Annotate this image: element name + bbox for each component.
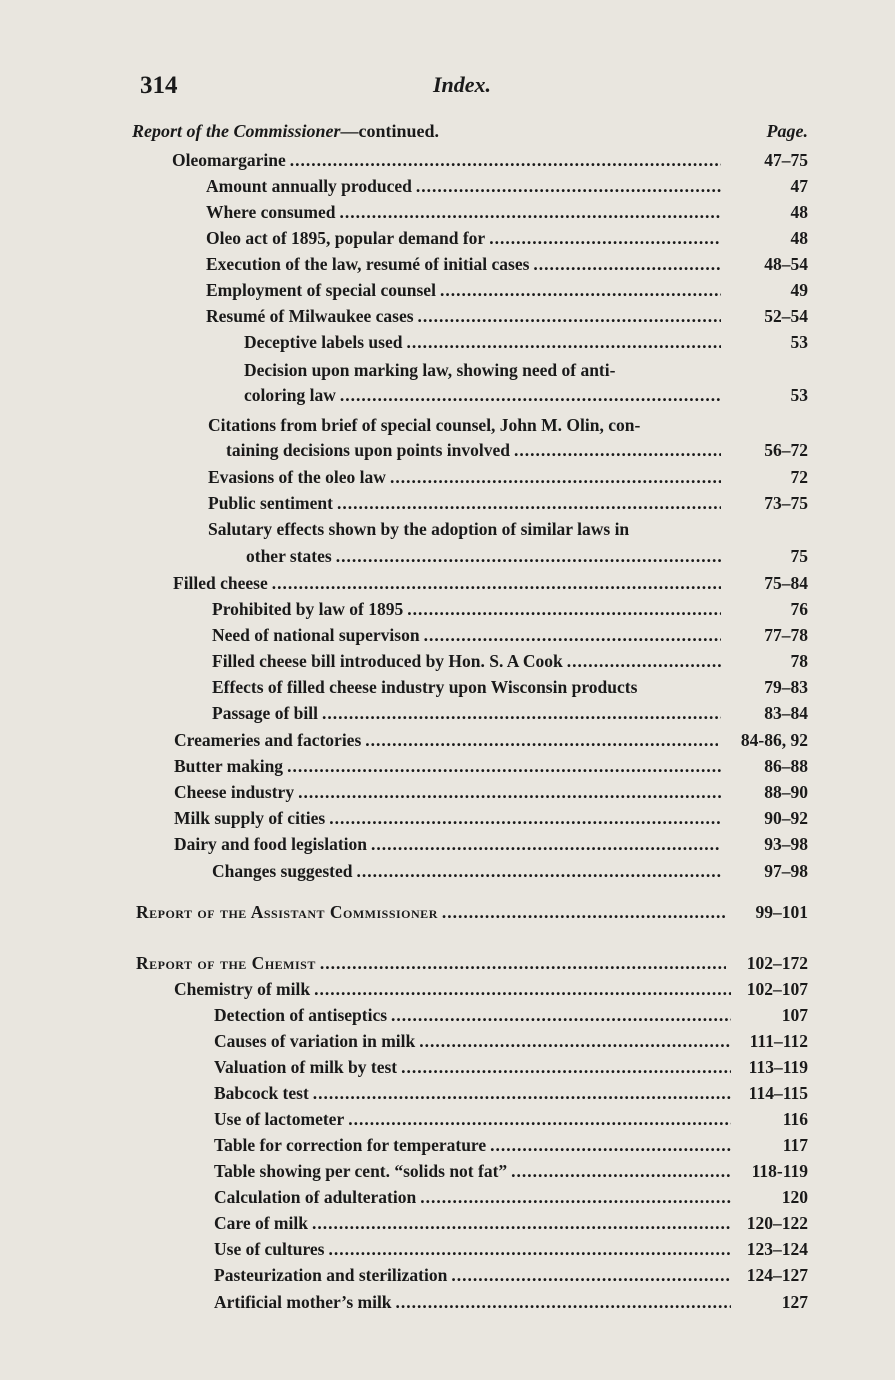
index-entry-line <box>174 756 725 782</box>
entry-page-ref: 75–84 <box>764 573 808 593</box>
index-entry <box>0 1187 808 1213</box>
index-entry-line <box>212 625 725 651</box>
entry-page-ref: 120 <box>781 1187 808 1207</box>
index-entry-line <box>208 493 725 519</box>
page-column-heading: Page. <box>766 121 808 141</box>
index-entry-line <box>174 834 725 860</box>
dot-leader <box>490 1135 731 1156</box>
index-entry-line <box>172 150 725 176</box>
entry-page-ref: 56–72 <box>764 440 808 460</box>
index-entry-line <box>244 385 725 411</box>
entry-text: Public sentiment <box>208 493 333 513</box>
entry-page-ref: 77–78 <box>764 625 808 645</box>
entry-text: Execution of the law, resumé of initial cases <box>206 254 530 274</box>
entry-page-ref: 53 <box>790 385 808 405</box>
index-entry <box>0 150 808 176</box>
entry-text: coloring law <box>244 385 336 405</box>
index-entry-line <box>212 677 637 703</box>
dot-leader <box>322 703 721 724</box>
index-entry <box>0 440 808 466</box>
index-entry-line <box>206 280 725 306</box>
entry-text: Table showing per cent. “solids not fat” <box>214 1161 508 1181</box>
entry-text: Detection of antiseptics <box>214 1005 388 1025</box>
index-entry <box>0 651 808 677</box>
index-entry-line <box>212 651 725 677</box>
index-entry <box>0 546 808 572</box>
entry-page-ref: 124–127 <box>746 1265 808 1285</box>
dot-leader <box>391 1005 731 1026</box>
dot-leader <box>314 979 731 1000</box>
index-entry-line <box>212 599 725 625</box>
index-entry-line <box>212 861 725 887</box>
index-entry <box>0 782 808 808</box>
section-heading-label <box>132 121 439 142</box>
entry-text: Salutary effects shown by the adoption of similar laws in <box>208 519 630 539</box>
entry-page-ref: 72 <box>790 467 808 487</box>
entry-text: Employment of special counsel <box>206 280 436 300</box>
entry-text: Prohibited by law of 1895 <box>212 599 404 619</box>
entry-page-ref: 48–54 <box>764 254 808 274</box>
index-entry <box>0 1239 808 1265</box>
index-entry <box>0 415 808 441</box>
entry-text: Babcock test <box>214 1083 309 1103</box>
entry-page-ref: 76 <box>790 599 808 619</box>
entry-page-ref: 116 <box>782 1109 808 1129</box>
dot-leader <box>371 834 721 855</box>
index-entry <box>0 519 808 545</box>
index-entry-line <box>136 953 730 979</box>
dot-leader <box>533 254 721 275</box>
dot-leader <box>329 1239 732 1260</box>
index-entry-line <box>206 228 725 254</box>
index-entry <box>0 953 808 979</box>
index-entry <box>0 254 808 280</box>
index-entry-line <box>214 1135 735 1161</box>
dot-leader <box>424 625 721 646</box>
entry-text: Valuation of milk by test <box>214 1057 398 1077</box>
entry-page-ref: 111–112 <box>749 1031 808 1051</box>
entry-page-ref: 117 <box>782 1135 808 1155</box>
section-heading <box>132 121 808 147</box>
dot-leader <box>312 1213 731 1234</box>
page-number: 314 <box>140 72 178 99</box>
index-entry <box>0 902 808 928</box>
dot-leader <box>442 902 726 923</box>
dot-leader <box>406 332 721 353</box>
dot-leader <box>340 385 721 406</box>
index-entry <box>0 1161 808 1187</box>
entry-page-ref: 90–92 <box>764 808 808 828</box>
dot-leader <box>287 756 721 777</box>
dot-leader <box>290 150 721 171</box>
entry-page-ref: 75 <box>790 546 808 566</box>
dot-leader <box>320 953 726 974</box>
index-entry-line <box>244 332 725 358</box>
dot-leader <box>272 573 721 594</box>
index-entry <box>0 979 808 1005</box>
index-entry-line <box>174 979 735 1005</box>
section-heading-continued: —continued. <box>340 121 440 141</box>
index-entry <box>0 834 808 860</box>
entry-text: Report of the Chemist <box>136 953 316 973</box>
index-entry <box>0 385 808 411</box>
dot-leader <box>420 1187 731 1208</box>
entry-text: Amount annually produced <box>206 176 412 196</box>
dot-leader <box>401 1057 731 1078</box>
entry-page-ref: 97–98 <box>764 861 808 881</box>
entry-page-ref: 48 <box>790 202 808 222</box>
index-entry <box>0 202 808 228</box>
index-entry-line <box>206 176 725 202</box>
index-entry-line <box>214 1187 735 1213</box>
section-heading-italic: Report of the Commissioner <box>132 121 341 141</box>
dot-leader <box>336 546 721 567</box>
index-entry-line <box>174 808 725 834</box>
index-entry <box>0 1057 808 1083</box>
entry-text: Changes suggested <box>212 861 353 881</box>
index-entry <box>0 493 808 519</box>
index-entry <box>0 756 808 782</box>
entry-text: Table for correction for temperature <box>214 1135 487 1155</box>
dot-leader <box>416 176 721 197</box>
entry-text: Resumé of Milwaukee cases <box>206 306 414 326</box>
index-entry <box>0 1213 808 1239</box>
index-entry-line <box>214 1005 735 1031</box>
dot-leader <box>357 861 721 882</box>
dot-leader <box>567 651 721 672</box>
entry-text: Calculation of adulteration <box>214 1187 417 1207</box>
index-entry-line <box>206 202 725 228</box>
entry-text: Cheese industry <box>174 782 295 802</box>
dot-leader <box>339 202 721 223</box>
dot-leader <box>348 1109 731 1130</box>
index-entry <box>0 1292 808 1318</box>
entry-page-ref: 113–119 <box>748 1057 808 1077</box>
entry-page-ref: 78 <box>790 651 808 671</box>
entry-text: Where consumed <box>206 202 336 222</box>
index-entry-line <box>214 1109 735 1135</box>
entry-page-ref: 83–84 <box>764 703 808 723</box>
entry-page-ref: 102–107 <box>746 979 808 999</box>
entry-text: Effects of filled cheese industry upon Wisconsin products <box>212 677 638 697</box>
index-entry-line <box>226 440 725 466</box>
entry-text: Care of milk <box>214 1213 308 1233</box>
entry-text: Pasteurization and sterilization <box>214 1265 448 1285</box>
index-entry <box>0 332 808 358</box>
entry-text: Milk supply of cities <box>174 808 326 828</box>
index-entry <box>0 625 808 651</box>
dot-leader <box>390 467 721 488</box>
index-entry <box>0 861 808 887</box>
index-entry-line <box>212 703 725 729</box>
index-entry <box>0 306 808 332</box>
index-entry-line <box>214 1239 735 1265</box>
entry-page-ref: 107 <box>781 1005 808 1025</box>
index-entry <box>0 573 808 599</box>
index-entry-line <box>208 415 640 441</box>
entry-text: Report of the Assistant Commissioner <box>136 902 438 922</box>
entry-page-ref: 84-86, 92 <box>740 730 808 750</box>
dot-leader <box>365 730 718 751</box>
index-entry <box>0 808 808 834</box>
index-entry <box>0 1005 808 1031</box>
index-entry-line <box>206 254 725 280</box>
dot-leader <box>419 1031 731 1052</box>
entry-page-ref: 86–88 <box>764 756 808 776</box>
dot-leader <box>418 306 721 327</box>
entry-text: Passage of bill <box>212 703 318 723</box>
entry-page-ref: 120–122 <box>746 1213 808 1233</box>
entry-text: Use of lactometer <box>214 1109 345 1129</box>
index-entry-line <box>214 1292 735 1318</box>
entry-text: Filled cheese bill introduced by Hon. S. A Cook <box>212 651 563 671</box>
index-entry <box>0 599 808 625</box>
index-entry <box>0 703 808 729</box>
dot-leader <box>298 782 721 803</box>
entry-page-ref: 47 <box>790 176 808 196</box>
index-entry-line <box>208 519 629 545</box>
entry-text: Dairy and food legislation <box>174 834 368 854</box>
entry-text: Citations from brief of special counsel, John M. Olin, con- <box>208 415 641 435</box>
entry-text: Deceptive labels used <box>244 332 403 352</box>
index-entry <box>0 1135 808 1161</box>
index-entry-line <box>136 902 730 928</box>
index-entry-line <box>174 782 725 808</box>
index-entry <box>0 1083 808 1109</box>
entry-page-ref: 123–124 <box>746 1239 808 1259</box>
entry-text: taining decisions upon points involved <box>226 440 510 460</box>
index-entry <box>0 730 808 756</box>
index-entry-line <box>214 1083 735 1109</box>
index-entry-line <box>174 730 722 756</box>
index-entry-line <box>206 306 725 332</box>
index-entry <box>0 1031 808 1057</box>
index-entry-line <box>214 1265 735 1291</box>
index-entry-line <box>214 1031 735 1057</box>
entry-page-ref: 99–101 <box>755 902 808 922</box>
entry-text: Filled cheese <box>173 573 268 593</box>
index-entry <box>0 677 808 703</box>
entry-text: other states <box>246 546 332 566</box>
index-entry-line <box>173 573 725 599</box>
index-entry-line <box>208 467 725 493</box>
entry-text: Artificial mother’s milk <box>214 1292 392 1312</box>
index-entry <box>0 228 808 254</box>
entry-page-ref: 49 <box>790 280 808 300</box>
entry-text: Butter making <box>174 756 284 776</box>
entry-page-ref: 52–54 <box>764 306 808 326</box>
entry-text: Creameries and factories <box>174 730 362 750</box>
dot-leader <box>396 1292 731 1313</box>
index-entry <box>0 360 808 386</box>
entry-text: Oleomargarine <box>172 150 286 170</box>
dot-leader <box>489 228 721 249</box>
entry-page-ref: 114–115 <box>748 1083 808 1103</box>
entry-page-ref: 93–98 <box>764 834 808 854</box>
entry-page-ref: 73–75 <box>764 493 808 513</box>
entry-text: Use of cultures <box>214 1239 325 1259</box>
page-title: Index. <box>433 72 492 97</box>
index-entry-line <box>214 1161 735 1187</box>
index-entry <box>0 280 808 306</box>
index-entry <box>0 176 808 202</box>
dot-leader <box>337 493 721 514</box>
dot-leader <box>511 1161 731 1182</box>
index-entry <box>0 1265 808 1291</box>
entry-page-ref: 47–75 <box>764 150 808 170</box>
entry-page-ref: 53 <box>790 332 808 352</box>
entry-text: Chemistry of milk <box>174 979 311 999</box>
entry-page-ref: 88–90 <box>764 782 808 802</box>
entry-text: Need of national supervison <box>212 625 420 645</box>
dot-leader <box>451 1265 731 1286</box>
entry-text: Evasions of the oleo law <box>208 467 386 487</box>
dot-leader <box>313 1083 731 1104</box>
index-entry-line <box>244 360 615 386</box>
index-entry-line <box>214 1213 735 1239</box>
entry-page-ref: 118-119 <box>751 1161 808 1181</box>
entry-text: Decision upon marking law, showing need of anti- <box>244 360 616 380</box>
index-entry <box>0 1109 808 1135</box>
dot-leader <box>440 280 721 301</box>
index-entry-line <box>246 546 725 572</box>
entry-page-ref: 127 <box>781 1292 808 1312</box>
entry-page-ref: 79–83 <box>764 677 808 697</box>
dot-leader <box>407 599 721 620</box>
entry-text: Oleo act of 1895, popular demand for <box>206 228 486 248</box>
entry-page-ref: 102–172 <box>746 953 808 973</box>
index-entry-line <box>214 1057 735 1083</box>
entry-text: Causes of variation in milk <box>214 1031 416 1051</box>
index-entry <box>0 467 808 493</box>
entry-page-ref: 48 <box>790 228 808 248</box>
dot-leader <box>514 440 721 461</box>
dot-leader <box>329 808 721 829</box>
